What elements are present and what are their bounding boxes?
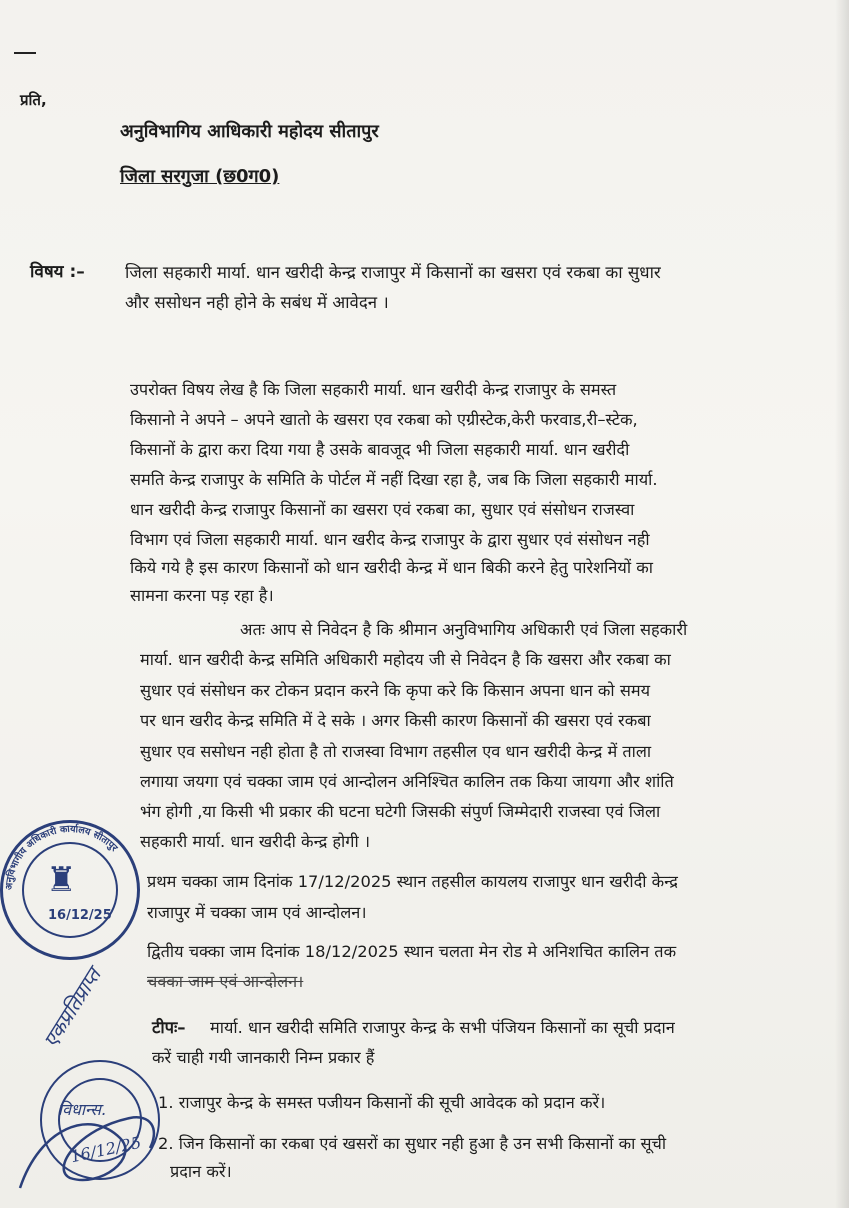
para1-line: किसानों के द्वारा करा दिया गया है उसके बावजूद भी जिला सहकारी मार्या. धान खरीदी xyxy=(130,440,630,459)
first-jam-line-1: प्रथम चक्का जाम दिनांक 17/12/2025 स्थान तहसील कायलय राजापुर धान खरीदी केन्द्र xyxy=(147,872,678,891)
to-label: प्रति, xyxy=(20,91,47,109)
para1-line: विभाग एवं जिला सहकारी मार्या. धान खरीद केन्द्र राजापुर के द्वारा सुधार एवं संसोधन नही xyxy=(130,530,650,549)
signature-scribble xyxy=(0,1068,180,1208)
para2-line: सहकारी मार्या. धान खरीदी केन्द्र होगी । xyxy=(140,832,371,851)
para2-line: सुधार एवं संसोधन कर टोकन प्रदान करने कि कृपा करे कि किसान अपना धान को समय xyxy=(140,681,651,700)
note-line-2: करें चाही गयी जानकारी निम्न प्रकार हैं xyxy=(152,1048,375,1067)
second-jam-line-1: द्वितीय चक्का जाम दिनांक 18/12/2025 स्थान चलता मेन रोड मे अनिशचित कालिन तक xyxy=(147,942,677,961)
para2-line: लगाया जयगा एवं चक्का जाम एवं आन्दोलन अनिश्चित कालिन तक किया जायगा और शांति xyxy=(140,772,674,791)
para2-line: सुधार एव ससोधन नही होता है तो राजस्वा विभाग तहसील एव धान खरीदी केन्द्र में ताला xyxy=(140,742,652,761)
para1-line: धान खरीदी केन्द्र राजापुर किसानों का खसरा एवं रकबा का, सुधार एवं संसोधन राजस्वा xyxy=(130,500,635,519)
top-dash-mark xyxy=(14,52,36,54)
district: जिला सरगुजा (छ0ग0) xyxy=(120,166,280,187)
subject-line-2: और ससोधन नही होने के सबंध में आवेदन । xyxy=(125,292,389,312)
para2-line: भंग होगी ,या किसी भी प्रकार की घटना घटेगी जिसकी संपुर्ण जिम्मेदारी राजस्वा एवं जिला xyxy=(140,802,661,821)
para1-line: किये गये है इस कारण किसानों को धान खरीदी केन्द्र में धान बिकी करने हेतु पारेशनियों का xyxy=(130,558,653,577)
handwritten-receipt: एकप्रतिप्राप्त xyxy=(38,963,106,1052)
addressee: अनुविभागिय आधिकारी महोदय सीतापुर xyxy=(120,121,379,142)
official-seal xyxy=(0,820,140,960)
para1-line: उपरोक्त विषय लेख है कि जिला सहकारी मार्या. धान खरीदी केन्द्र राजापुर के समस्त xyxy=(130,380,617,399)
para1-line: किसानो ने अपने – अपने खातो के खसरा एव रकबा को एग्रीस्टेक,केरी फरवाड,री–स्टेक, xyxy=(130,410,638,429)
para1-line: समति केन्द्र राजापुर के समिति के पोर्टल में नहीं दिखा रहा है, जब कि जिला सहकारी मार्या. xyxy=(130,470,658,489)
first-jam-line-2: राजापुर में चक्का जाम एवं आन्दोलन। xyxy=(147,903,367,922)
para2-line: पर धान खरीद केन्द्र समिति में दे सके । अगर किसी कारण किसानों की खसरा एवं रकबा xyxy=(140,711,651,730)
para2-line: अतः आप से निवेदन है कि श्रीमान अनुविभागिय अधिकारी एवं जिला सहकारी xyxy=(240,620,688,639)
list-item-continuation: प्रदान करें। xyxy=(170,1162,232,1181)
emblem-icon: ♜ xyxy=(46,860,77,900)
seal-date: 16/12/25 xyxy=(48,908,112,923)
subject-line-1: जिला सहकारी मार्या. धान खरीदी केन्द्र राजापुर में किसानों का खसरा एवं रकबा का सुधार xyxy=(125,262,661,282)
list-item: 2. जिन किसानों का रकबा एवं खसरों का सुधार नही हुआ है उन सभी किसानों का सूची xyxy=(158,1134,667,1153)
list-item: 1. राजापुर केन्द्र के समस्त पजीयन किसानों की सूची आवेदक को प्रदान करें। xyxy=(158,1093,606,1112)
handwritten-initials: विधान्स. xyxy=(58,1100,107,1119)
seal-circular-text: अनुविभागीय अधिकारी कार्यालय सीतापुर xyxy=(3,823,120,891)
note-line-1: मार्या. धान खरीदी समिति राजापुर केन्द्र के सभी पंजियन किसानों का सूची प्रदान xyxy=(210,1018,675,1037)
page-edge-shadow xyxy=(835,0,849,1208)
para2-line: मार्या. धान खरीदी केन्द्र समिति अधिकारी महोदय जी से निवेदन है कि खसरा और रकबा का xyxy=(140,650,671,669)
subject-label: विषय :– xyxy=(30,262,85,282)
second-jam-line-2: चक्का जाम एवं आन्दोलन। xyxy=(147,972,304,991)
para1-line: सामना करना पड़ रहा है। xyxy=(130,586,274,605)
handwritten-date: 16/12/25 xyxy=(68,1132,143,1167)
note-label: टीपः– xyxy=(152,1018,186,1037)
